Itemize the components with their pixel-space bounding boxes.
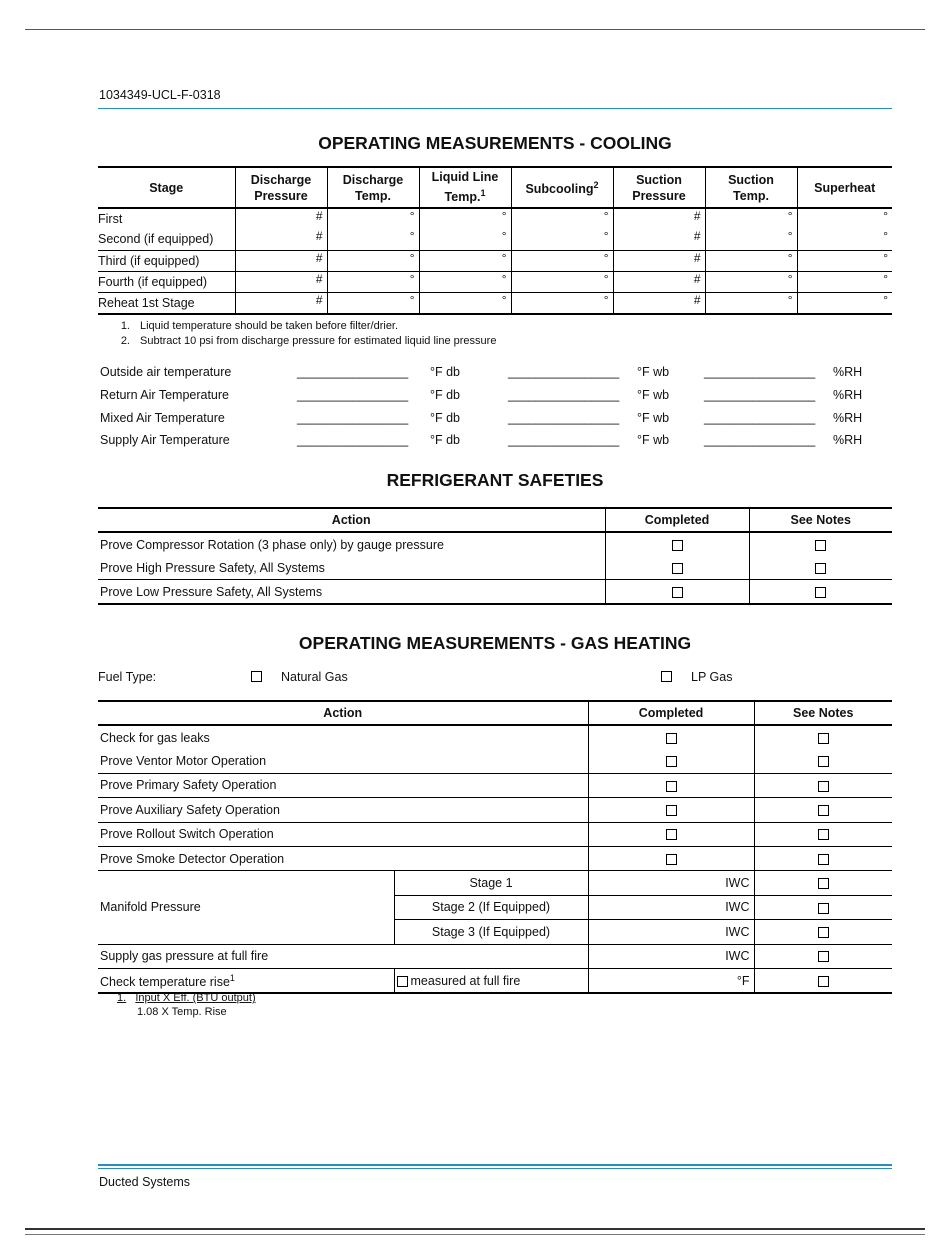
safety-row: [98, 580, 892, 605]
col-header: Suction Pressure: [613, 167, 705, 208]
wb-unit: °F wb: [637, 433, 670, 447]
wb-blank[interactable]: ________________: [508, 433, 620, 447]
iwc-value[interactable]: IWC: [588, 895, 754, 919]
measurement-cell[interactable]: °: [327, 293, 419, 315]
measurement-cell[interactable]: #: [613, 271, 705, 292]
action-label: Prove Primary Safety Operation: [98, 773, 588, 797]
db-blank[interactable]: ________________: [297, 433, 409, 447]
cooling-row: [98, 250, 892, 271]
air-label: Mixed Air Temperature: [100, 411, 225, 425]
db-blank[interactable]: ________________: [297, 411, 409, 425]
measurement-cell[interactable]: °: [797, 293, 892, 315]
completed-cell: [588, 846, 754, 870]
completed-header: Completed: [588, 701, 754, 725]
wb-blank[interactable]: ________________: [508, 411, 620, 425]
stage-label: Second (if equipped): [98, 232, 214, 247]
footer-text: Ducted Systems: [99, 1175, 191, 1189]
measured-full-fire-label: measured at full fire: [410, 973, 521, 988]
action-header: Action: [98, 701, 588, 725]
manifold-stage: Stage 2 (If Equipped): [394, 895, 588, 919]
measurement-cell[interactable]: °: [797, 250, 892, 271]
safety-row: [98, 556, 892, 580]
heating-row: [98, 822, 892, 846]
see-notes-checkbox[interactable]: [818, 829, 829, 840]
wb-unit: °F wb: [637, 388, 670, 402]
air-temp-row: [100, 433, 890, 455]
see-notes-cell: [754, 895, 892, 919]
see-notes-checkbox[interactable]: [818, 756, 829, 767]
see-notes-checkbox[interactable]: [818, 854, 829, 865]
action-header: Action: [98, 508, 605, 532]
measurement-cell[interactable]: °: [797, 271, 892, 292]
measurement-cell[interactable]: °: [797, 229, 892, 250]
action-label: Prove Low Pressure Safety, All Systems: [98, 580, 605, 605]
completed-checkbox[interactable]: [672, 587, 683, 598]
temp-rise-footnote: 1. Input X Eff. (BTU output) 1.08 X Temp. Rise: [117, 992, 256, 1018]
natural-gas-checkbox[interactable]: [251, 671, 262, 682]
natural-gas-label: Natural Gas: [281, 670, 348, 684]
cooling-header-row: [98, 167, 892, 208]
safeties-header-row: [98, 508, 892, 532]
see-notes-cell: [754, 944, 892, 968]
db-blank[interactable]: ________________: [297, 388, 409, 402]
safeties-title: REFRIGERANT SAFETIES: [386, 470, 604, 490]
see-notes-cell: [754, 749, 892, 773]
completed-checkbox[interactable]: [666, 733, 677, 744]
measurement-cell[interactable]: °: [705, 229, 797, 250]
db-unit: °F db: [430, 433, 461, 447]
see-notes-checkbox[interactable]: [818, 805, 829, 816]
see-notes-cell: [754, 773, 892, 797]
heating-row: [98, 798, 892, 822]
measurement-cell[interactable]: °: [511, 271, 613, 292]
heating-row: [98, 846, 892, 870]
see-notes-cell: [749, 556, 892, 580]
see-notes-checkbox[interactable]: [818, 927, 829, 938]
measurement-cell[interactable]: °: [705, 271, 797, 292]
db-unit: °F db: [430, 388, 461, 402]
rh-blank[interactable]: ________________: [704, 411, 816, 425]
see-notes-cell: [754, 871, 892, 895]
measurement-cell[interactable]: °: [511, 250, 613, 271]
iwc-value[interactable]: IWC: [588, 871, 754, 895]
see-notes-cell: [754, 725, 892, 749]
cooling-row: [98, 271, 892, 292]
rh-unit: %RH: [833, 433, 863, 447]
completed-checkbox[interactable]: [666, 805, 677, 816]
col-header: Stage: [98, 167, 235, 208]
rh-blank[interactable]: ________________: [704, 388, 816, 402]
db-unit: °F db: [430, 365, 461, 379]
measurement-cell[interactable]: #: [235, 229, 327, 250]
measurement-cell[interactable]: °: [419, 208, 511, 229]
iwc-value[interactable]: IWC: [588, 920, 754, 944]
see-notes-cell: [749, 532, 892, 556]
see-notes-checkbox[interactable]: [818, 951, 829, 962]
completed-checkbox[interactable]: [666, 756, 677, 767]
completed-cell: [588, 798, 754, 822]
see-notes-cell: [754, 798, 892, 822]
see-notes-cell: [749, 580, 892, 605]
heating-row: [98, 773, 892, 797]
manifold-stage: Stage 1: [394, 871, 588, 895]
cooling-row: [98, 229, 892, 250]
heating-row: [98, 725, 892, 749]
see-notes-checkbox[interactable]: [818, 733, 829, 744]
completed-checkbox[interactable]: [666, 829, 677, 840]
temp-rise-value[interactable]: °F: [588, 968, 754, 993]
see-notes-cell: [754, 822, 892, 846]
action-label: Prove High Pressure Safety, All Systems: [100, 560, 325, 575]
measurement-cell[interactable]: #: [613, 229, 705, 250]
measurement-cell[interactable]: °: [327, 250, 419, 271]
top-rule: [25, 29, 925, 30]
safety-row: [98, 532, 892, 556]
completed-header: Completed: [605, 508, 749, 532]
temp-rise-sup: 1: [229, 972, 235, 983]
see-notes-cell: [754, 920, 892, 944]
col-header: Subcooling$^2$: [511, 167, 613, 208]
col-header: Suction Temp.: [705, 167, 797, 208]
measurement-cell[interactable]: #: [235, 271, 327, 292]
measurement-cell[interactable]: °: [327, 208, 419, 229]
see-notes-header: See Notes: [754, 701, 892, 725]
completed-cell: [588, 749, 754, 773]
measurement-cell[interactable]: #: [613, 293, 705, 315]
gas-heating-table: [98, 700, 892, 994]
action-label: Prove Smoke Detector Operation: [98, 846, 588, 870]
measurement-cell[interactable]: °: [705, 250, 797, 271]
wb-blank[interactable]: ________________: [508, 365, 620, 379]
col-header: Superheat: [797, 167, 892, 208]
see-notes-checkbox[interactable]: [818, 878, 829, 889]
measurement-cell[interactable]: °: [327, 229, 419, 250]
see-notes-checkbox[interactable]: [815, 540, 826, 551]
measurement-cell[interactable]: °: [705, 208, 797, 229]
temp-rise-text: Check temperature rise: [100, 974, 230, 989]
air-label: Supply Air Temperature: [100, 433, 230, 447]
measured-full-fire-checkbox[interactable]: [397, 976, 408, 987]
measured-full-fire: [394, 968, 588, 993]
measurement-cell[interactable]: °: [419, 229, 511, 250]
cooling-row: [98, 293, 892, 315]
stage-label: First: [98, 208, 235, 229]
bottom-rule: [25, 1228, 925, 1230]
see-notes-checkbox[interactable]: [815, 563, 826, 574]
rh-blank[interactable]: ________________: [704, 365, 816, 379]
db-unit: °F db: [430, 411, 461, 425]
see-notes-cell: [754, 968, 892, 993]
completed-cell: [588, 725, 754, 749]
supply-gas-row: [98, 944, 892, 968]
completed-checkbox[interactable]: [666, 781, 677, 792]
see-notes-checkbox[interactable]: [818, 903, 829, 914]
lp-gas-checkbox[interactable]: [661, 671, 672, 682]
action-label: Check for gas leaks: [98, 725, 588, 749]
document-id: 1034349-UCL-F-0318: [99, 88, 221, 102]
header-rule: [98, 108, 892, 109]
air-label: Return Air Temperature: [100, 388, 229, 402]
footer-rule-thin: [98, 1168, 892, 1169]
wb-unit: °F wb: [637, 411, 670, 425]
stage-label: Reheat 1st Stage: [98, 293, 235, 315]
manifold-row: [98, 871, 892, 895]
cooling-row: [98, 208, 892, 229]
completed-cell: [588, 773, 754, 797]
rh-unit: %RH: [833, 388, 863, 402]
measurement-cell[interactable]: #: [235, 208, 327, 229]
air-temp-row: [100, 388, 890, 410]
rh-unit: %RH: [833, 365, 863, 379]
measurement-cell[interactable]: °: [419, 250, 511, 271]
cooling-note-2: 2. Subtract 10 psi from discharge pressure for estimated liquid line pressure: [120, 335, 497, 347]
heating-header-row: [98, 701, 892, 725]
fuel-type-label: Fuel Type:: [98, 670, 157, 684]
db-blank[interactable]: ________________: [297, 365, 409, 379]
measurement-cell[interactable]: °: [419, 293, 511, 315]
bottom-rule-thin: [25, 1234, 925, 1235]
measurement-cell[interactable]: #: [613, 250, 705, 271]
manifold-stage: Stage 3 (If Equipped): [394, 920, 588, 944]
completed-cell: [605, 580, 749, 605]
cooling-note-1: 1. Liquid temperature should be taken before filter/drier.: [120, 320, 399, 332]
see-notes-checkbox[interactable]: [818, 781, 829, 792]
completed-cell: [605, 532, 749, 556]
action-label: Prove Rollout Switch Operation: [98, 822, 588, 846]
completed-checkbox[interactable]: [672, 563, 683, 574]
measurement-cell[interactable]: °: [511, 229, 613, 250]
action-label: Prove Ventor Motor Operation: [100, 754, 267, 769]
stage-label: Third (if equipped): [98, 250, 235, 271]
rh-blank[interactable]: ________________: [704, 433, 816, 447]
air-temp-row: [100, 365, 890, 387]
measurement-cell[interactable]: #: [613, 208, 705, 229]
temp-rise-row: [98, 968, 892, 993]
completed-cell: [605, 556, 749, 580]
manifold-pressure-label: Manifold Pressure: [98, 871, 394, 944]
air-label: Outside air temperature: [100, 365, 232, 379]
iwc-value[interactable]: IWC: [588, 944, 754, 968]
supply-gas-label: Supply gas pressure at full fire: [98, 944, 588, 968]
see-notes-checkbox[interactable]: [815, 587, 826, 598]
lp-gas-label: LP Gas: [691, 670, 733, 684]
completed-checkbox[interactable]: [666, 854, 677, 865]
measurement-cell[interactable]: #: [235, 250, 327, 271]
fuel-type-row: [98, 670, 892, 688]
action-label: Prove Auxiliary Safety Operation: [98, 798, 588, 822]
see-notes-header: See Notes: [749, 508, 892, 532]
footer-rule: [98, 1164, 892, 1166]
rh-unit: %RH: [833, 411, 863, 425]
see-notes-cell: [754, 846, 892, 870]
wb-unit: °F wb: [637, 365, 670, 379]
action-label: Prove Compressor Rotation (3 phase only) by gauge pressure: [98, 532, 605, 556]
cooling-title: OPERATING MEASUREMENTS - COOLING: [318, 133, 672, 153]
safeties-table: [98, 507, 892, 605]
col-header: Liquid Line Temp.$^1$: [419, 167, 511, 208]
completed-checkbox[interactable]: [672, 540, 683, 551]
measurement-cell[interactable]: °: [511, 208, 613, 229]
measurement-cell[interactable]: °: [797, 208, 892, 229]
measurement-cell[interactable]: °: [419, 271, 511, 292]
temp-rise-label: [98, 968, 394, 993]
wb-blank[interactable]: ________________: [508, 388, 620, 402]
heating-row: [98, 749, 892, 773]
cooling-table: [98, 166, 892, 315]
measurement-cell[interactable]: °: [327, 271, 419, 292]
completed-cell: [588, 822, 754, 846]
air-temp-row: [100, 411, 890, 433]
measurement-cell[interactable]: #: [235, 293, 327, 315]
heating-title: OPERATING MEASUREMENTS - GAS HEATING: [298, 633, 692, 653]
measurement-cell[interactable]: °: [511, 293, 613, 315]
stage-label: Fourth (if equipped): [98, 271, 235, 292]
col-header: Discharge Temp.: [327, 167, 419, 208]
col-header: Discharge Pressure: [235, 167, 327, 208]
measurement-cell[interactable]: °: [705, 293, 797, 315]
see-notes-checkbox[interactable]: [818, 976, 829, 987]
